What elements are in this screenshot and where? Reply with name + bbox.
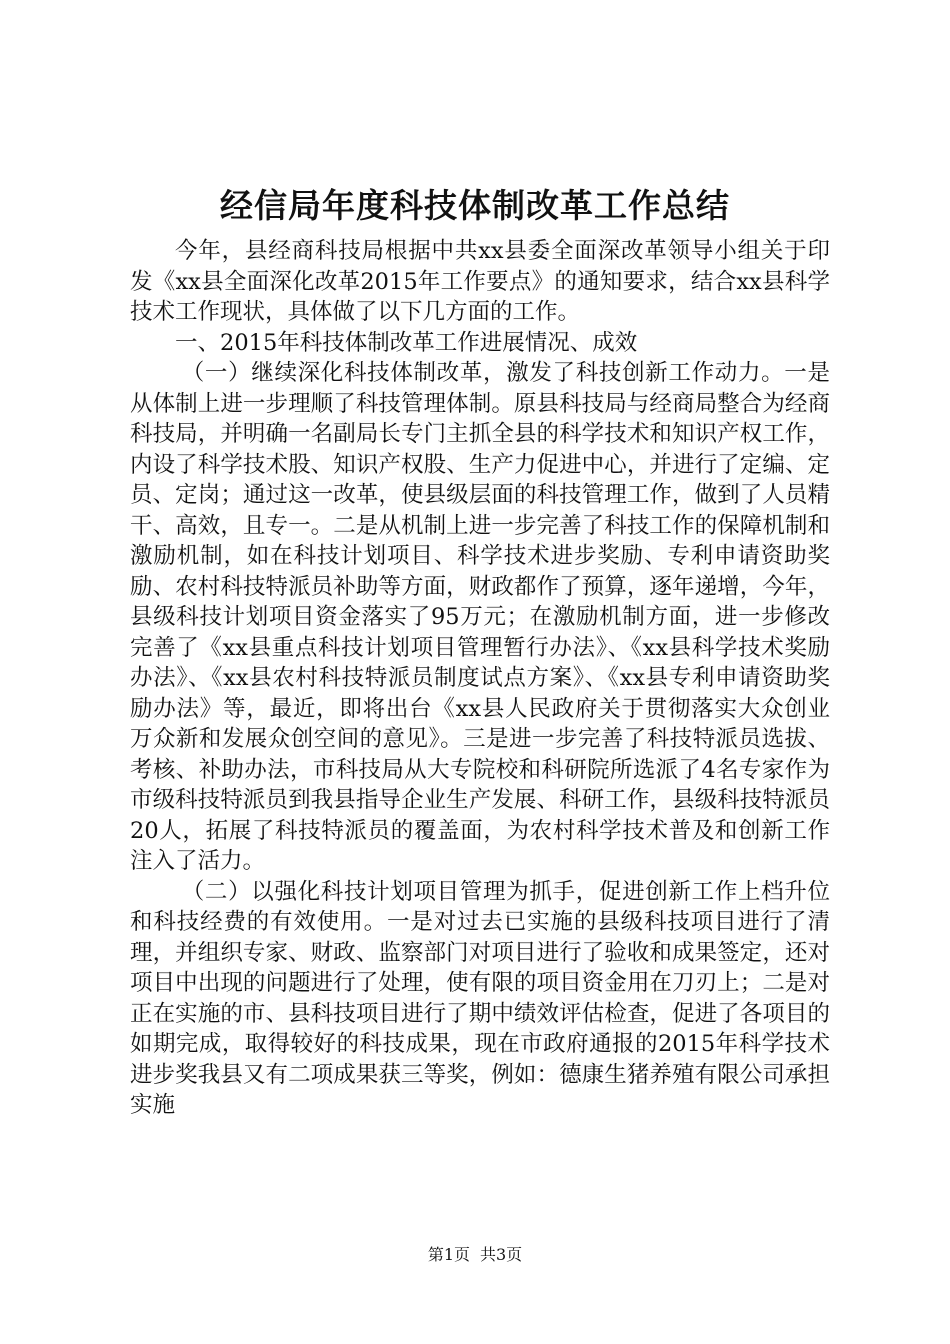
- paragraph-intro: 今年，县经商科技局根据中共xx县委全面深改革领导小组关于印发《xx县全面深化改革2015年工作要点》的通知要求，结合xx县科学技术工作现状，具体做了以下几方面的工作。: [130, 238, 830, 325]
- page-number: 第1页: [427, 1245, 470, 1264]
- section-heading: 一、2015年科技体制改革工作进展情况、成效: [175, 329, 638, 356]
- document-title: 经信局年度科技体制改革工作总结: [220, 186, 730, 225]
- paragraph-part-2: （二）以强化科技计划项目管理为抓手，促进创新工作上档升位和科技经费的有效使用。一是对过去已实施的县级科技项目进行了清理，并组织专家、财政、监察部门对项目进行了验收和成果签定，还对项目中出现的问题进行了处理，使有限的项目资金用在刀刃上；二是对正在实施的市、县科技项目进行了期中绩效评估检查，促进了各项目的如期完成，取得较好的科技成果，现在市政府通报的2015年科学技术进步奖我县又有二项成果获三等奖，例如：德康生猪养殖有限公司承担实施: [130, 878, 830, 1118]
- paragraph-part-1: （一）继续深化科技体制改革，激发了科技创新工作动力。一是从体制上进一步理顺了科技管理体制。原县科技局与经商局整合为经商科技局，并明确一名副局长专门主抓全县的科学技术和知识产权工作，内设了科学技术股、知识产权股、生产力促进中心，并进行了定编、定员、定岗；通过这一改革，使县级层面的科技管理工作，做到了人员精干、高效，且专一。二是从机制上进一步完善了科技工作的保障机制和激励机制，如在科技计划项目、科学技术进步奖励、专利申请资助奖励、农村科技特派员补助等方面，财政都作了预算，逐年递增，今年，县级科技计划项目资金落实了95万元；在激励机制方面，进一步修改完善了《xx县重点科技计划项目管理暂行办法》、《xx县科学技术奖励办法》、《xx县农村科技特派员制度试点方案》、《xx县专利申请资助奖励办法》等，最近，即将出台《xx县人民政府关于贯彻落实大众创业万众新和发展众创空间的意见》。三是进一步完善了科技特派员选拔、考核、补助办法，市科技局从大专院校和科研院所选派了4名专家作为市级科技特派员到我县指导企业生产发展、科研工作，县级科技特派员20人，拓展了科技特派员的覆盖面，为农村科学技术普及和创新工作注入了活力。: [130, 360, 830, 874]
- page-total: 共3页: [480, 1245, 523, 1264]
- document-body: [130, 236, 830, 1121]
- page-footer: [0, 1244, 950, 1266]
